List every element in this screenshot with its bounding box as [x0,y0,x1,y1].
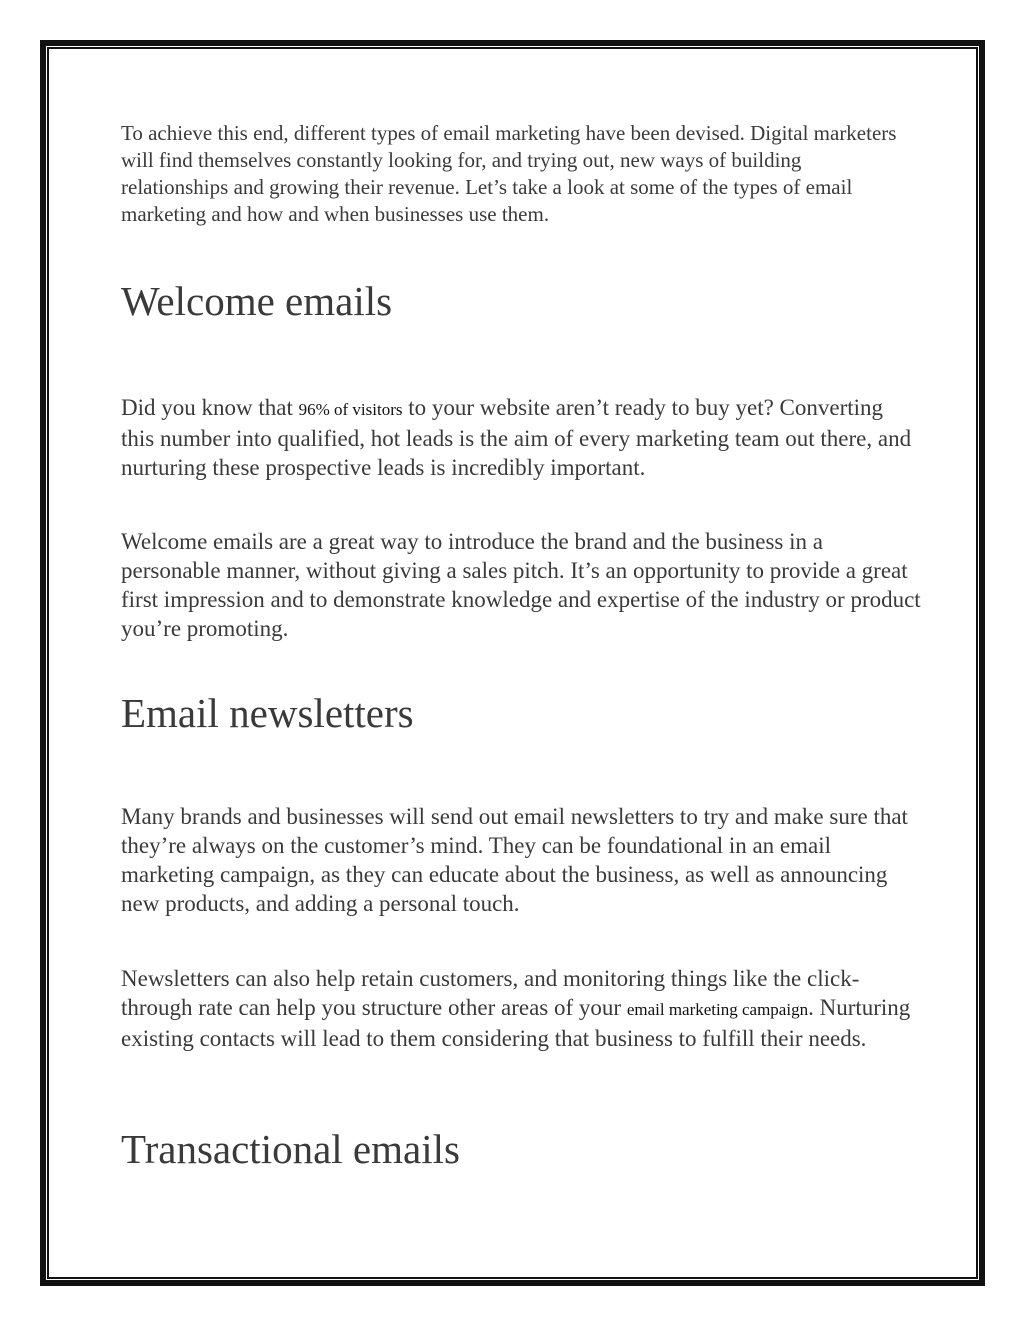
email-marketing-campaign-link[interactable]: email marketing campaign [626,1000,809,1019]
newsletters-paragraph-2-text-before: Newsletters can also help retain customers, and monitoring things like the click-through rate can help you structure other areas of your [121,966,860,1020]
newsletters-paragraph-2 [121,964,921,1053]
welcome-paragraph-1 [121,393,921,482]
visitors-stat-link[interactable]: 96% of visitors [298,400,403,419]
welcome-paragraph-1-text-after: to your website aren’t ready to buy yet? Converting this number into qualified, hot leads is the aim of every marketing team out there, and nurturing these prospective leads is incredibly important. [121,395,912,480]
heading-transactional-emails: Transactional emails [121,1126,460,1172]
welcome-paragraph-2: Welcome emails are a great way to introduce the brand and the business in a personable manner, without giving a sales pitch. It’s an opportunity to provide a great first impression and to demonstrate knowledge and expertise of the industry or product you’re promoting. [121,529,921,641]
heading-welcome-emails: Welcome emails [121,278,393,324]
intro-paragraph: To achieve this end, different types of email marketing have been devised. Digital marketers will find themselves constantly looking for, and trying out, new ways of building relationships and growing their revenue. Let’s take a look at some of the types of email marketing and how and when businesses use them. [121,121,897,226]
newsletters-paragraph-2-text-after: . Nurturing existing contacts will lead to them considering that business to fulfill their needs. [121,995,911,1051]
newsletters-paragraph-1: Many brands and businesses will send out email newsletters to try and make sure that they’re always on the customer’s mind. They can be foundational in an email marketing campaign, as they can educate about the business, as well as announcing new products, and adding a personal touch. [121,804,908,916]
heading-email-newsletters: Email newsletters [121,690,414,736]
page-border-inner [47,47,978,1279]
welcome-paragraph-1-text-before: Did you know that [121,395,299,420]
